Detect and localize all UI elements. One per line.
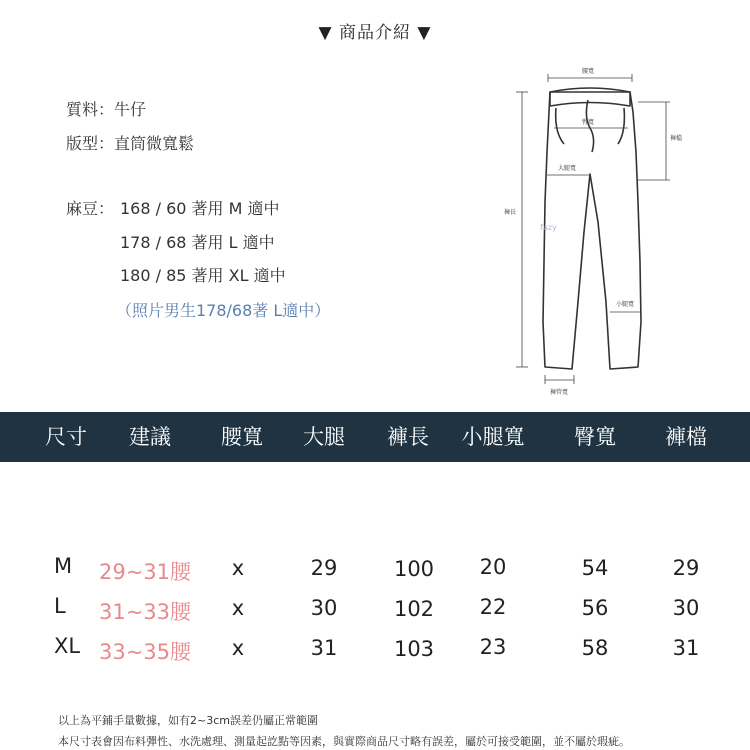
watermark: fuzy: [540, 223, 557, 232]
header-recommend: 建議: [129, 425, 171, 449]
thigh-cell: 31: [310, 636, 338, 660]
waist-label: 腰寬: [582, 68, 595, 75]
header-rise: 褲檔: [665, 425, 707, 449]
header-thigh: 大腿: [303, 425, 345, 449]
rise-cell: 29: [672, 556, 700, 580]
waist-cell: x: [231, 556, 245, 580]
hip-label: 臀寬: [582, 119, 595, 126]
right-pocket: [618, 108, 624, 144]
size-cell: M: [54, 554, 73, 578]
thigh-cell: 30: [310, 596, 338, 620]
recommend-cell: 31~33腰: [98, 600, 192, 624]
section-title: ▼ 商品介紹 ▼: [318, 23, 432, 43]
recommend-cell: 29~31腰: [98, 560, 192, 584]
rise-label: 褲檔: [670, 135, 683, 142]
calf-cell: 22: [479, 595, 507, 619]
header-calf: 小腿寬: [461, 425, 525, 449]
waistband: [550, 88, 630, 106]
size-cell: L: [54, 594, 66, 618]
header-waist: 腰寬: [221, 425, 263, 449]
size-table-header: [0, 412, 750, 462]
drawstring: [586, 100, 593, 152]
hip-cell: 54: [581, 556, 609, 580]
length-cell: 100: [393, 557, 435, 581]
thigh-cell: 29: [310, 556, 338, 580]
left-pocket: [556, 108, 564, 144]
model-line: 168 / 60 著用 M 適中: [120, 199, 280, 218]
fit-spec: 版型：直筒微寬鬆: [66, 134, 195, 153]
calf-cell: 20: [479, 555, 507, 579]
thigh-label: 大腿寬: [558, 165, 577, 172]
length-label: 褲長: [504, 209, 517, 216]
header-size: 尺寸: [45, 425, 87, 449]
rise-cell: 31: [672, 636, 700, 660]
disclaimer-note: 本尺寸表會因布料彈性、水洗處理、測量起訖點等因素，與實際商品尺寸略有誤差，屬於可接受範圍，並不屬於瑕疵。: [58, 735, 630, 748]
calf-label: 小腿寬: [616, 301, 635, 308]
waist-cell: x: [231, 596, 245, 620]
length-cell: 103: [393, 637, 435, 661]
recommend-cell: 33~35腰: [98, 640, 192, 664]
pants-measurement-diagram: [498, 62, 698, 402]
hip-cell: 58: [581, 636, 609, 660]
model-label: 麻豆：: [66, 199, 115, 218]
model-line: 178 / 68 著用 L 適中: [120, 233, 275, 252]
rise-cell: 30: [672, 596, 700, 620]
hem-label: 褲管寬: [550, 389, 569, 396]
size-cell: XL: [54, 634, 81, 658]
calf-cell: 23: [479, 635, 507, 659]
photo-note: （照片男生178/68著 L適中）: [116, 301, 331, 320]
header-length: 褲長: [387, 425, 429, 449]
measurement-note: 以上為平鋪手量數據，如有2~3cm誤差仍屬正常範圍: [58, 714, 318, 727]
length-cell: 102: [393, 597, 435, 621]
header-hip: 臀寬: [574, 425, 616, 449]
waist-cell: x: [231, 636, 245, 660]
model-line: 180 / 85 著用 XL 適中: [120, 266, 286, 285]
material-spec: 質料：牛仔: [66, 100, 147, 119]
hip-cell: 56: [581, 596, 609, 620]
